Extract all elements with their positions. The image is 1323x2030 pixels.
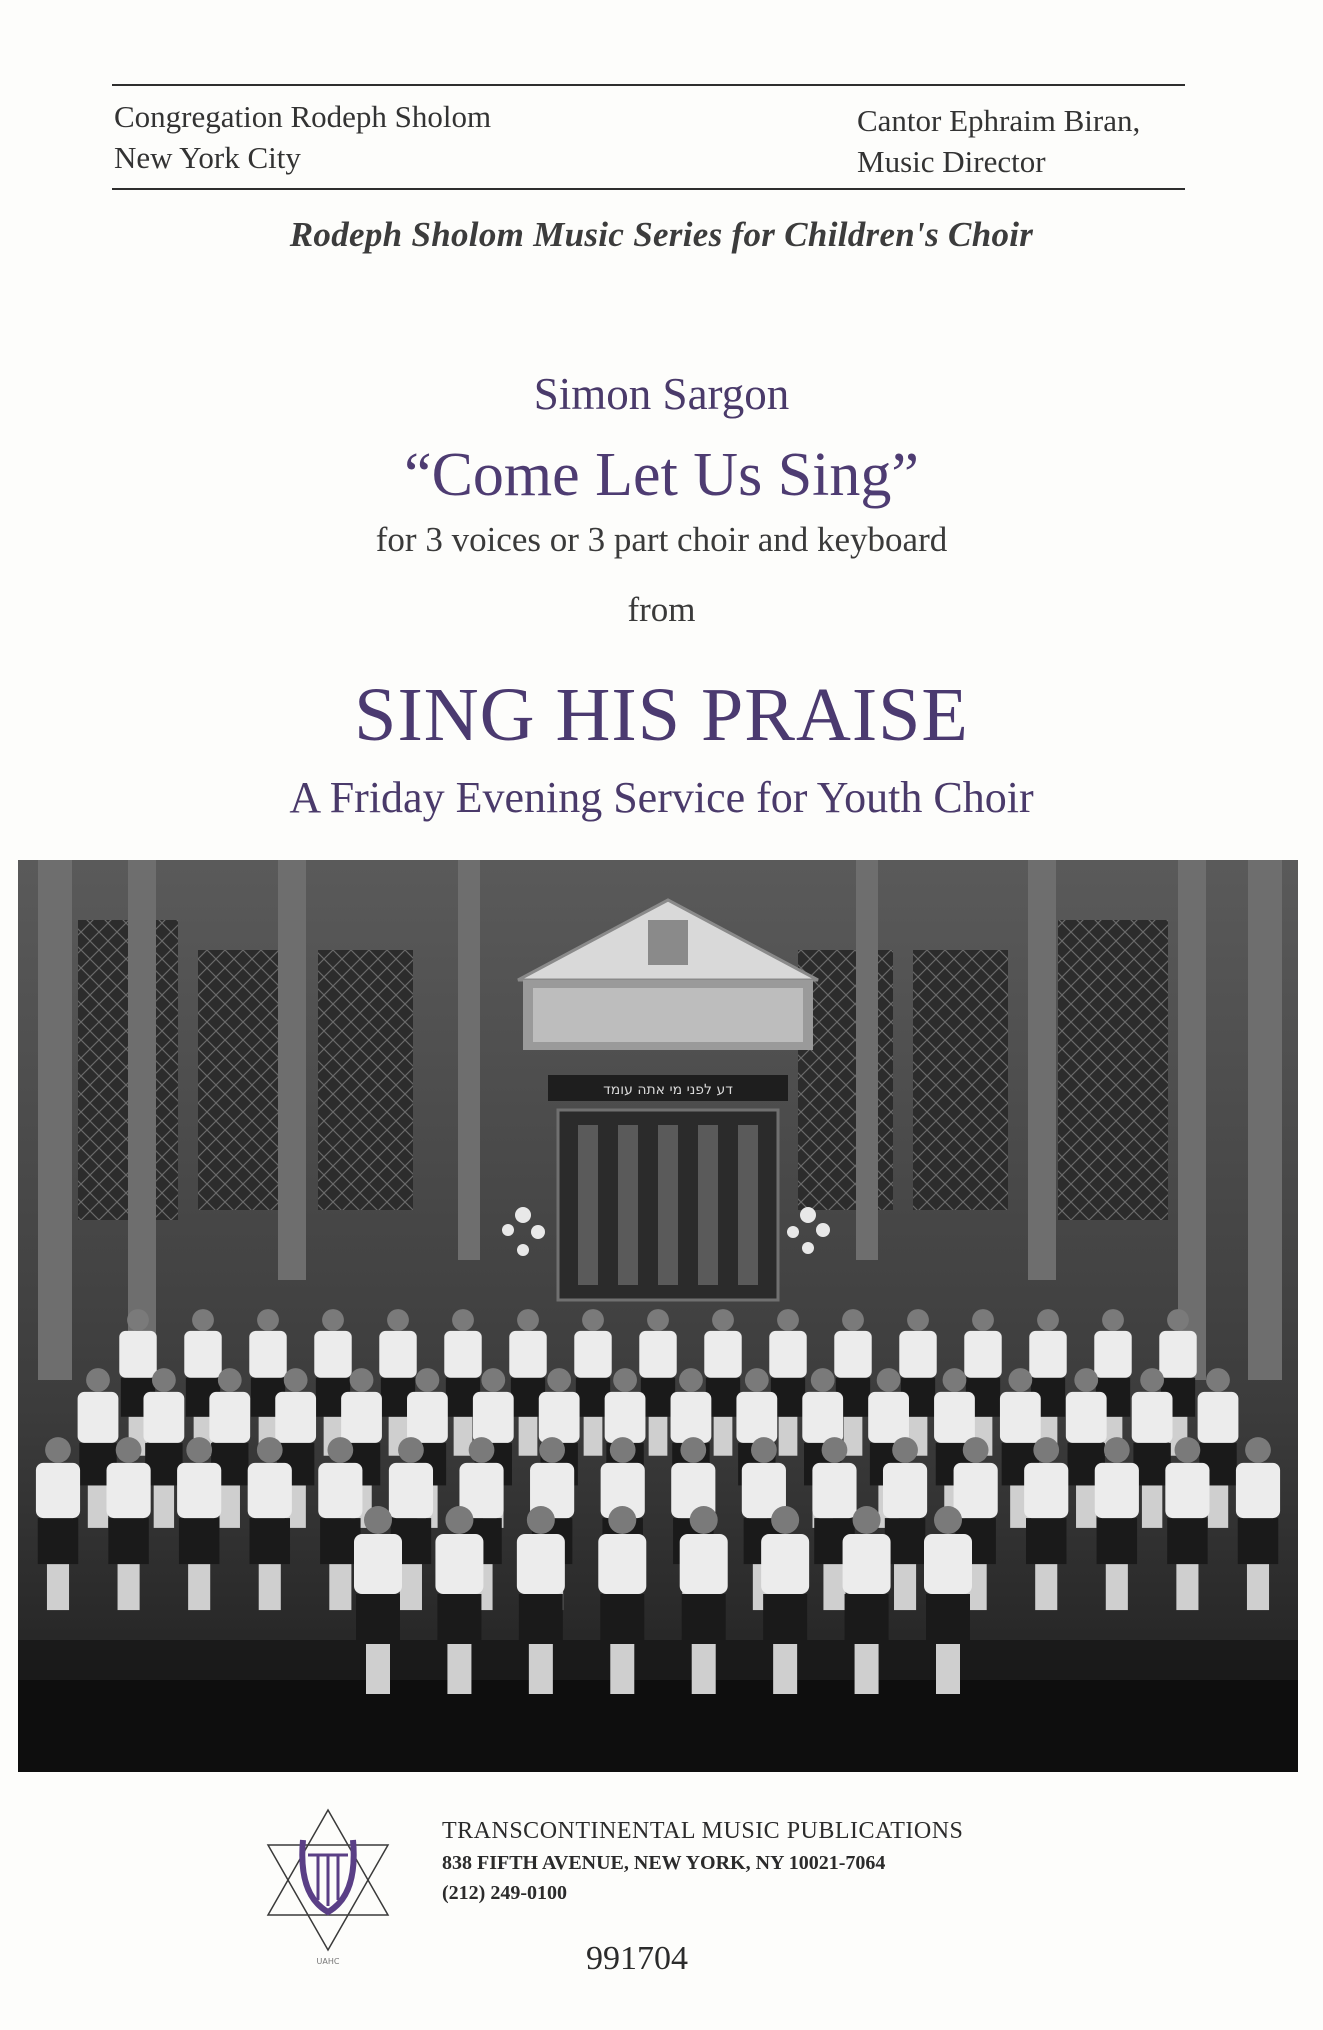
torah-ark (518, 900, 818, 1300)
congregation-line1: Congregation Rodeph Sholom (114, 99, 492, 134)
lyre-star-logo (258, 1800, 398, 1970)
series-title: Rodeph Sholom Music Series for Children's Choir (289, 215, 1034, 254)
choir-photo (18, 860, 1298, 1772)
publisher-name: TRANSCONTINENTAL MUSIC PUBLICATIONS (442, 1818, 964, 1844)
director-line1: Cantor Ephraim Biran, (857, 103, 1141, 138)
choir-photo-drawing (18, 860, 1298, 1772)
congregation-line2: New York City (114, 140, 301, 175)
piece-title: “Come Let Us Sing” (404, 441, 919, 509)
director-line2: Music Director (857, 144, 1046, 179)
publisher-address: 838 FIFTH AVENUE, NEW YORK, NY 10021-7064 (442, 1852, 886, 1874)
music-director (857, 100, 1140, 182)
work-title: SING HIS PRAISE (354, 673, 969, 757)
voicing-subtitle: for 3 voices or 3 part choir and keyboard (375, 520, 948, 559)
catalog-number: 991704 (586, 1940, 688, 1977)
logo-caption: UAHC (316, 1957, 340, 1966)
composer-name: Simon Sargon (533, 369, 790, 419)
publisher-phone: (212) 249-0100 (442, 1882, 567, 1904)
ark-inscription: דע לפני מי אתה עומד (603, 1082, 733, 1098)
from-label: from (627, 590, 696, 629)
work-subtitle: A Friday Evening Service for Youth Choir (289, 773, 1034, 822)
congregation-name (114, 96, 491, 178)
top-rule (112, 84, 1185, 86)
bottom-header-rule (112, 188, 1185, 190)
